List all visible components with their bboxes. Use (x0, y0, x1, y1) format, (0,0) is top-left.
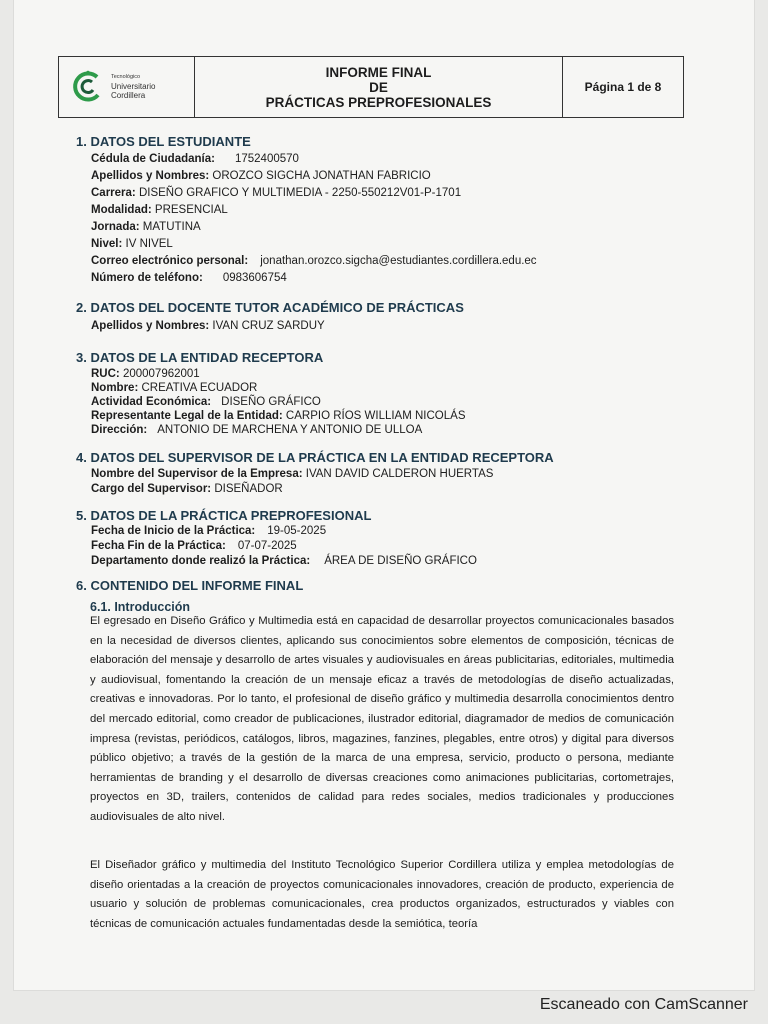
label: Nivel: (91, 238, 123, 250)
label: RUC: (91, 368, 120, 380)
label: Nombre: (91, 382, 139, 394)
section-4-title: 4. DATOS DEL SUPERVISOR DE LA PRÁCTICA EN LA ENTIDAD RECEPTORA (76, 450, 554, 465)
field-modalidad (91, 204, 228, 216)
document-title (195, 57, 563, 117)
logo-line-1: Tecnológico (111, 74, 141, 80)
field-actividad (91, 396, 321, 408)
title-line-3: PRÁCTICAS PREPROFESIONALES (265, 94, 492, 110)
value: CARPIO RÍOS WILLIAM NICOLÁS (285, 410, 466, 422)
label: Actividad Económica: (91, 396, 212, 408)
field-tutor (91, 320, 325, 332)
field-carrera (91, 187, 461, 199)
label: Correo electrónico personal: (91, 255, 249, 267)
label: Apellidos y Nombres: (91, 170, 210, 182)
logo-line-3: Cordillera (111, 91, 146, 100)
institution-logo (59, 57, 195, 117)
logo-line-2: Universitario (111, 82, 156, 91)
page-indicator: Página 1 de 8 (584, 80, 662, 94)
label: Nombre del Supervisor de la Empresa: (91, 468, 303, 480)
value: 0983606754 (222, 272, 287, 284)
field-correo (91, 255, 537, 267)
label: Cargo del Supervisor: (91, 483, 212, 495)
section-1-title: 1. DATOS DEL ESTUDIANTE (76, 134, 251, 149)
section-6-title: 6. CONTENIDO DEL INFORME FINAL (76, 578, 304, 593)
field-nombres (91, 170, 431, 182)
document-header (58, 56, 684, 118)
section-5-title: 5. DATOS DE LA PRÁCTICA PREPROFESIONAL (76, 508, 372, 523)
value: DISEÑADOR (214, 483, 283, 495)
label: Fecha Fin de la Práctica: (91, 540, 226, 552)
label: Modalidad: (91, 204, 152, 216)
field-ruc (91, 368, 200, 380)
field-representante (91, 410, 466, 422)
value: ANTONIO DE MARCHENA Y ANTONIO DE ULLOA (157, 424, 423, 436)
field-entidad-nombre (91, 382, 257, 394)
label: Apellidos y Nombres: (91, 320, 210, 332)
label: Dirección: (91, 424, 148, 436)
value: IV NIVEL (125, 238, 173, 250)
label: Representante Legal de la Entidad: (91, 410, 283, 422)
value: OROZCO SIGCHA JONATHAN FABRICIO (212, 170, 431, 182)
field-direccion (91, 424, 422, 436)
subsection-introduccion: 6.1. Introducción (90, 600, 191, 614)
value: ÁREA DE DISEÑO GRÁFICO (324, 555, 477, 567)
label: Cédula de Ciudadanía: (91, 153, 215, 165)
label: Jornada: (91, 221, 140, 233)
value: MATUTINA (142, 221, 201, 233)
title-line-1: INFORME FINAL (325, 64, 432, 80)
field-fecha-fin (91, 540, 297, 552)
label: Departamento donde realizó la Práctica: (91, 555, 311, 567)
cordillera-logo-icon (71, 69, 105, 103)
label: Número de teléfono: (91, 272, 203, 284)
value: IVAN DAVID CALDERON HUERTAS (305, 468, 494, 480)
value: 07-07-2025 (237, 540, 297, 552)
logo-text (111, 73, 155, 100)
field-fecha-inicio (91, 525, 326, 537)
field-cargo (91, 483, 283, 495)
value: IVAN CRUZ SARDUY (212, 320, 325, 332)
field-nivel (91, 238, 173, 250)
value: DISEÑO GRAFICO Y MULTIMEDIA - 2250-550212V01-P-1701 (138, 187, 462, 199)
field-departamento (91, 555, 477, 567)
field-telefono (91, 272, 287, 284)
field-cedula (91, 153, 299, 165)
section-3-title: 3. DATOS DE LA ENTIDAD RECEPTORA (76, 350, 324, 365)
value: 200007962001 (122, 368, 200, 380)
paragraph-2: El Diseñador gráfico y multimedia del Instituto Tecnológico Superior Cordillera utiliza y emplea metodologías de diseño orientadas a la creación de proyectos comunicacionales innovadores, creación de producto, experiencia de usuario y solución de problemas comunicacionales, crea productos organizados, estructurados y viables con técnicas de comunicación actuales fundamentadas desde la semiótica, teoría (90, 859, 674, 930)
value: DISEÑO GRÁFICO (221, 396, 321, 408)
title-line-2: DE (369, 79, 388, 95)
value: CREATIVA ECUADOR (141, 382, 258, 394)
scanner-watermark: Escaneado con CamScanner (539, 996, 748, 1013)
field-supervisor (91, 468, 493, 480)
section-2-title: 2. DATOS DEL DOCENTE TUTOR ACADÉMICO DE PRÁCTICAS (76, 300, 464, 315)
label: Fecha de Inicio de la Práctica: (91, 525, 256, 537)
label: Carrera: (91, 187, 136, 199)
paragraph-1: El egresado en Diseño Gráfico y Multimedia está en capacidad de desarrollar proyectos comunicacionales basados en la necesidad de diversos clientes, aplicando sus conocimientos sobre elementos de composición, técnicas de elaboración del mensaje y desarrollo de artes visuales y audiovisuales en áreas publicitarias, editoriales, multimedia y audiovisual, fomentando la creación de un mensaje eficaz a través de metodologías de diseño actualizadas, creativas e innovadoras. Por lo tanto, el profesional de diseño gráfico y multimedia desarrolla conocimientos dentro del mercado editorial, como creador de publicaciones, ilustrador editorial, diagramador de medios de comunicación impresa (revistas, periódicos, catálogos, libros, magazines, fanzines, plegables, entre otros) y digital para diversos público objetivo; a través de la gestión de la marca de una empresa, servicio, producto o persona, mediante herramientas de branding y el desarrollo de diversas creaciones como animaciones publicitarias, cortometrajes, proyectos en 3D, trailers, contenidos de calidad para redes sociales, medios tradicionales y producciones audiovisuales de alto nivel. (90, 615, 674, 823)
value: 19-05-2025 (267, 525, 327, 537)
value: jonathan.orozco.sigcha@estudiantes.cordillera.edu.ec (260, 255, 537, 267)
value: PRESENCIAL (154, 204, 228, 216)
field-jornada (91, 221, 201, 233)
value: 1752400570 (234, 153, 299, 165)
